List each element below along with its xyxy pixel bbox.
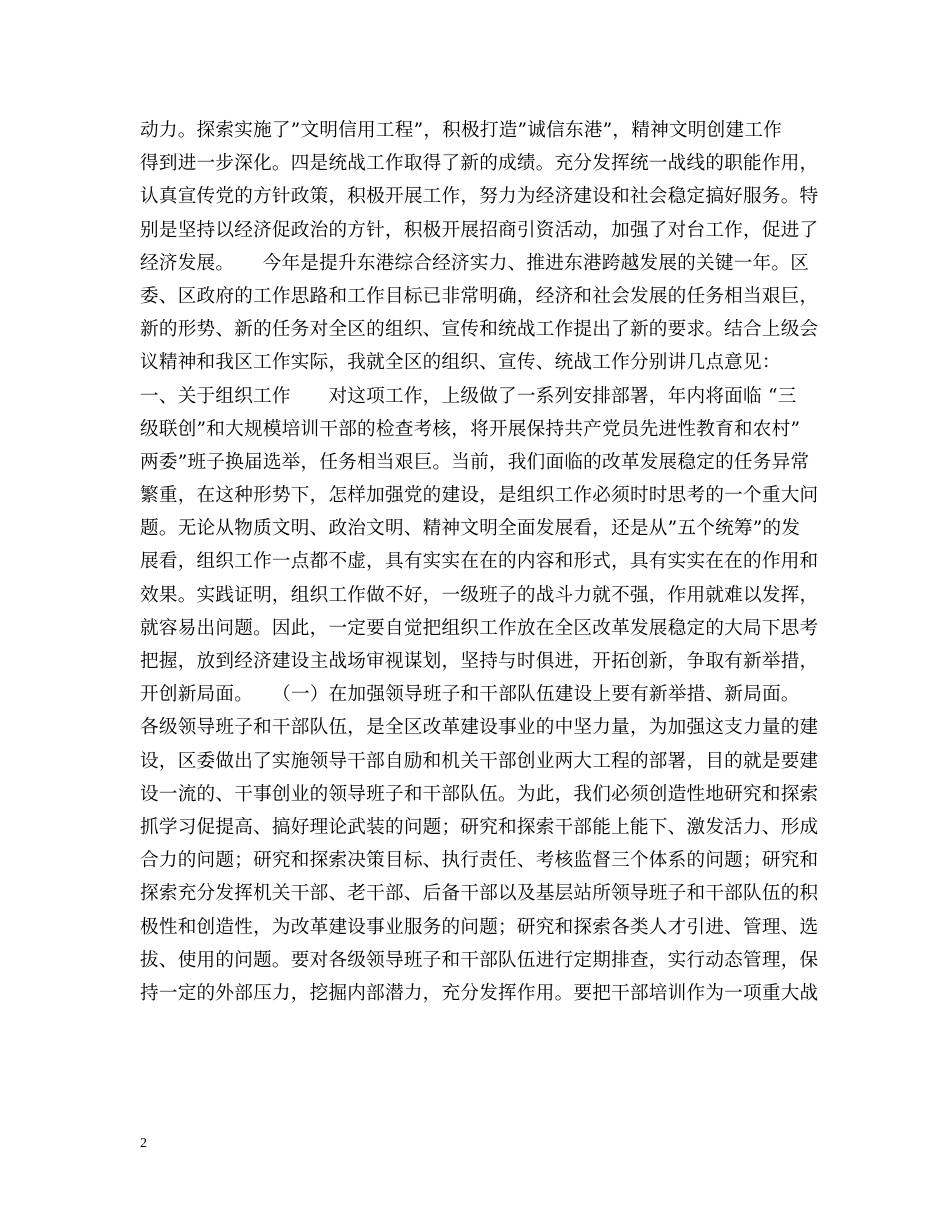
text-line: 题。无论从物质文明、政治文明、精神文明全面发展看，还是从”五个统筹”的发: [140, 518, 801, 540]
text-line: 拔、使用的问题。要对各级领导班子和干部队伍进行定期排查，实行动态管理，保: [140, 949, 819, 971]
text-line: 议精神和我区工作实际，我就全区的组织、宣传、统战工作分别讲几点意见：: [140, 352, 781, 374]
text-line: 得到进一步深化。四是统战工作取得了新的成绩。充分发挥统一战线的职能作用，: [140, 153, 819, 175]
text-line: 级联创”和大规模培训干部的检查考核，将开展保持共产党员先进性教育和农村”: [140, 418, 801, 440]
body-text: [140, 114, 820, 1010]
text-line: 一、关于组织工作 对这项工作，上级做了一系列安排部署，年内将面临 “三: [140, 385, 797, 407]
text-line: 各级领导班子和干部队伍，是全区改革建设事业的中坚力量，为加强这支力量的建: [140, 717, 819, 739]
text-line: 极性和创造性，为改革建设事业服务的问题；研究和探索各类人才引进、管理、选: [140, 916, 819, 938]
text-line: 委、区政府的工作思路和工作目标已非常明确，经济和社会发展的任务相当艰巨，: [140, 285, 819, 307]
text-line: 动力。探索实施了”文明信用工程”，积极打造”诚信东港”，精神文明创建工作: [140, 120, 783, 141]
text-line: 开创新局面。 （一）在加强领导班子和干部队伍建设上要有新举措、新局面。: [140, 684, 800, 706]
text-line: 合力的问题；研究和探索决策目标、执行责任、考核监督三个体系的问题；研究和: [140, 850, 819, 872]
text-line: 抓学习促提高、搞好理论武装的问题；研究和探索干部能上能下、激发活力、形成: [140, 816, 819, 838]
text-line: 持一定的外部压力，挖掘内部潜力，充分发挥作用。要把干部培训作为一项重大战: [140, 982, 819, 1004]
text-line: 展看，组织工作一点都不虚，具有实实在在的内容和形式，具有实实在在的作用和: [140, 551, 819, 573]
text-line: 别是坚持以经济促政治的方针，积极开展招商引资活动，加强了对台工作，促进了: [140, 219, 819, 241]
text-line: 繁重，在这种形势下，怎样加强党的建设，是组织工作必须时时思考的一个重大问: [140, 485, 819, 507]
text-line: 探索充分发挥机关干部、老干部、后备干部以及基层站所领导班子和干部队伍的积: [140, 883, 819, 905]
text-line: 认真宣传党的方针政策，积极开展工作，努力为经济建设和社会稳定搞好服务。特: [140, 186, 819, 208]
text-line: 设，区委做出了实施领导干部自励和机关干部创业两大工程的部署，目的就是要建: [140, 750, 819, 772]
text-line: 经济发展。 今年是提升东港综合经济实力、推进东港跨越发展的关键一年。区: [140, 252, 810, 274]
text-line: 两委”班子换届选举，任务相当艰巨。当前，我们面临的改革发展稳定的任务异常: [140, 451, 810, 473]
text-line: 就容易出问题。因此，一定要自觉把组织工作放在全区改革发展稳定的大局下思考: [140, 617, 819, 639]
text-line: 新的形势、新的任务对全区的组织、宣传和统战工作提出了新的要求。结合上级会: [140, 319, 819, 341]
text-line: 设一流的、干事创业的领导班子和干部队伍。为此，我们必须创造性地研究和探索: [140, 783, 819, 805]
page-number: 2: [140, 1136, 147, 1151]
text-line: 把握，放到经济建设主战场审视谋划，坚持与时俱进，开拓创新，争取有新举措，: [140, 651, 819, 672]
text-line: 效果。实践证明，组织工作做不好，一级班子的战斗力就不强，作用就难以发挥，: [140, 584, 819, 606]
